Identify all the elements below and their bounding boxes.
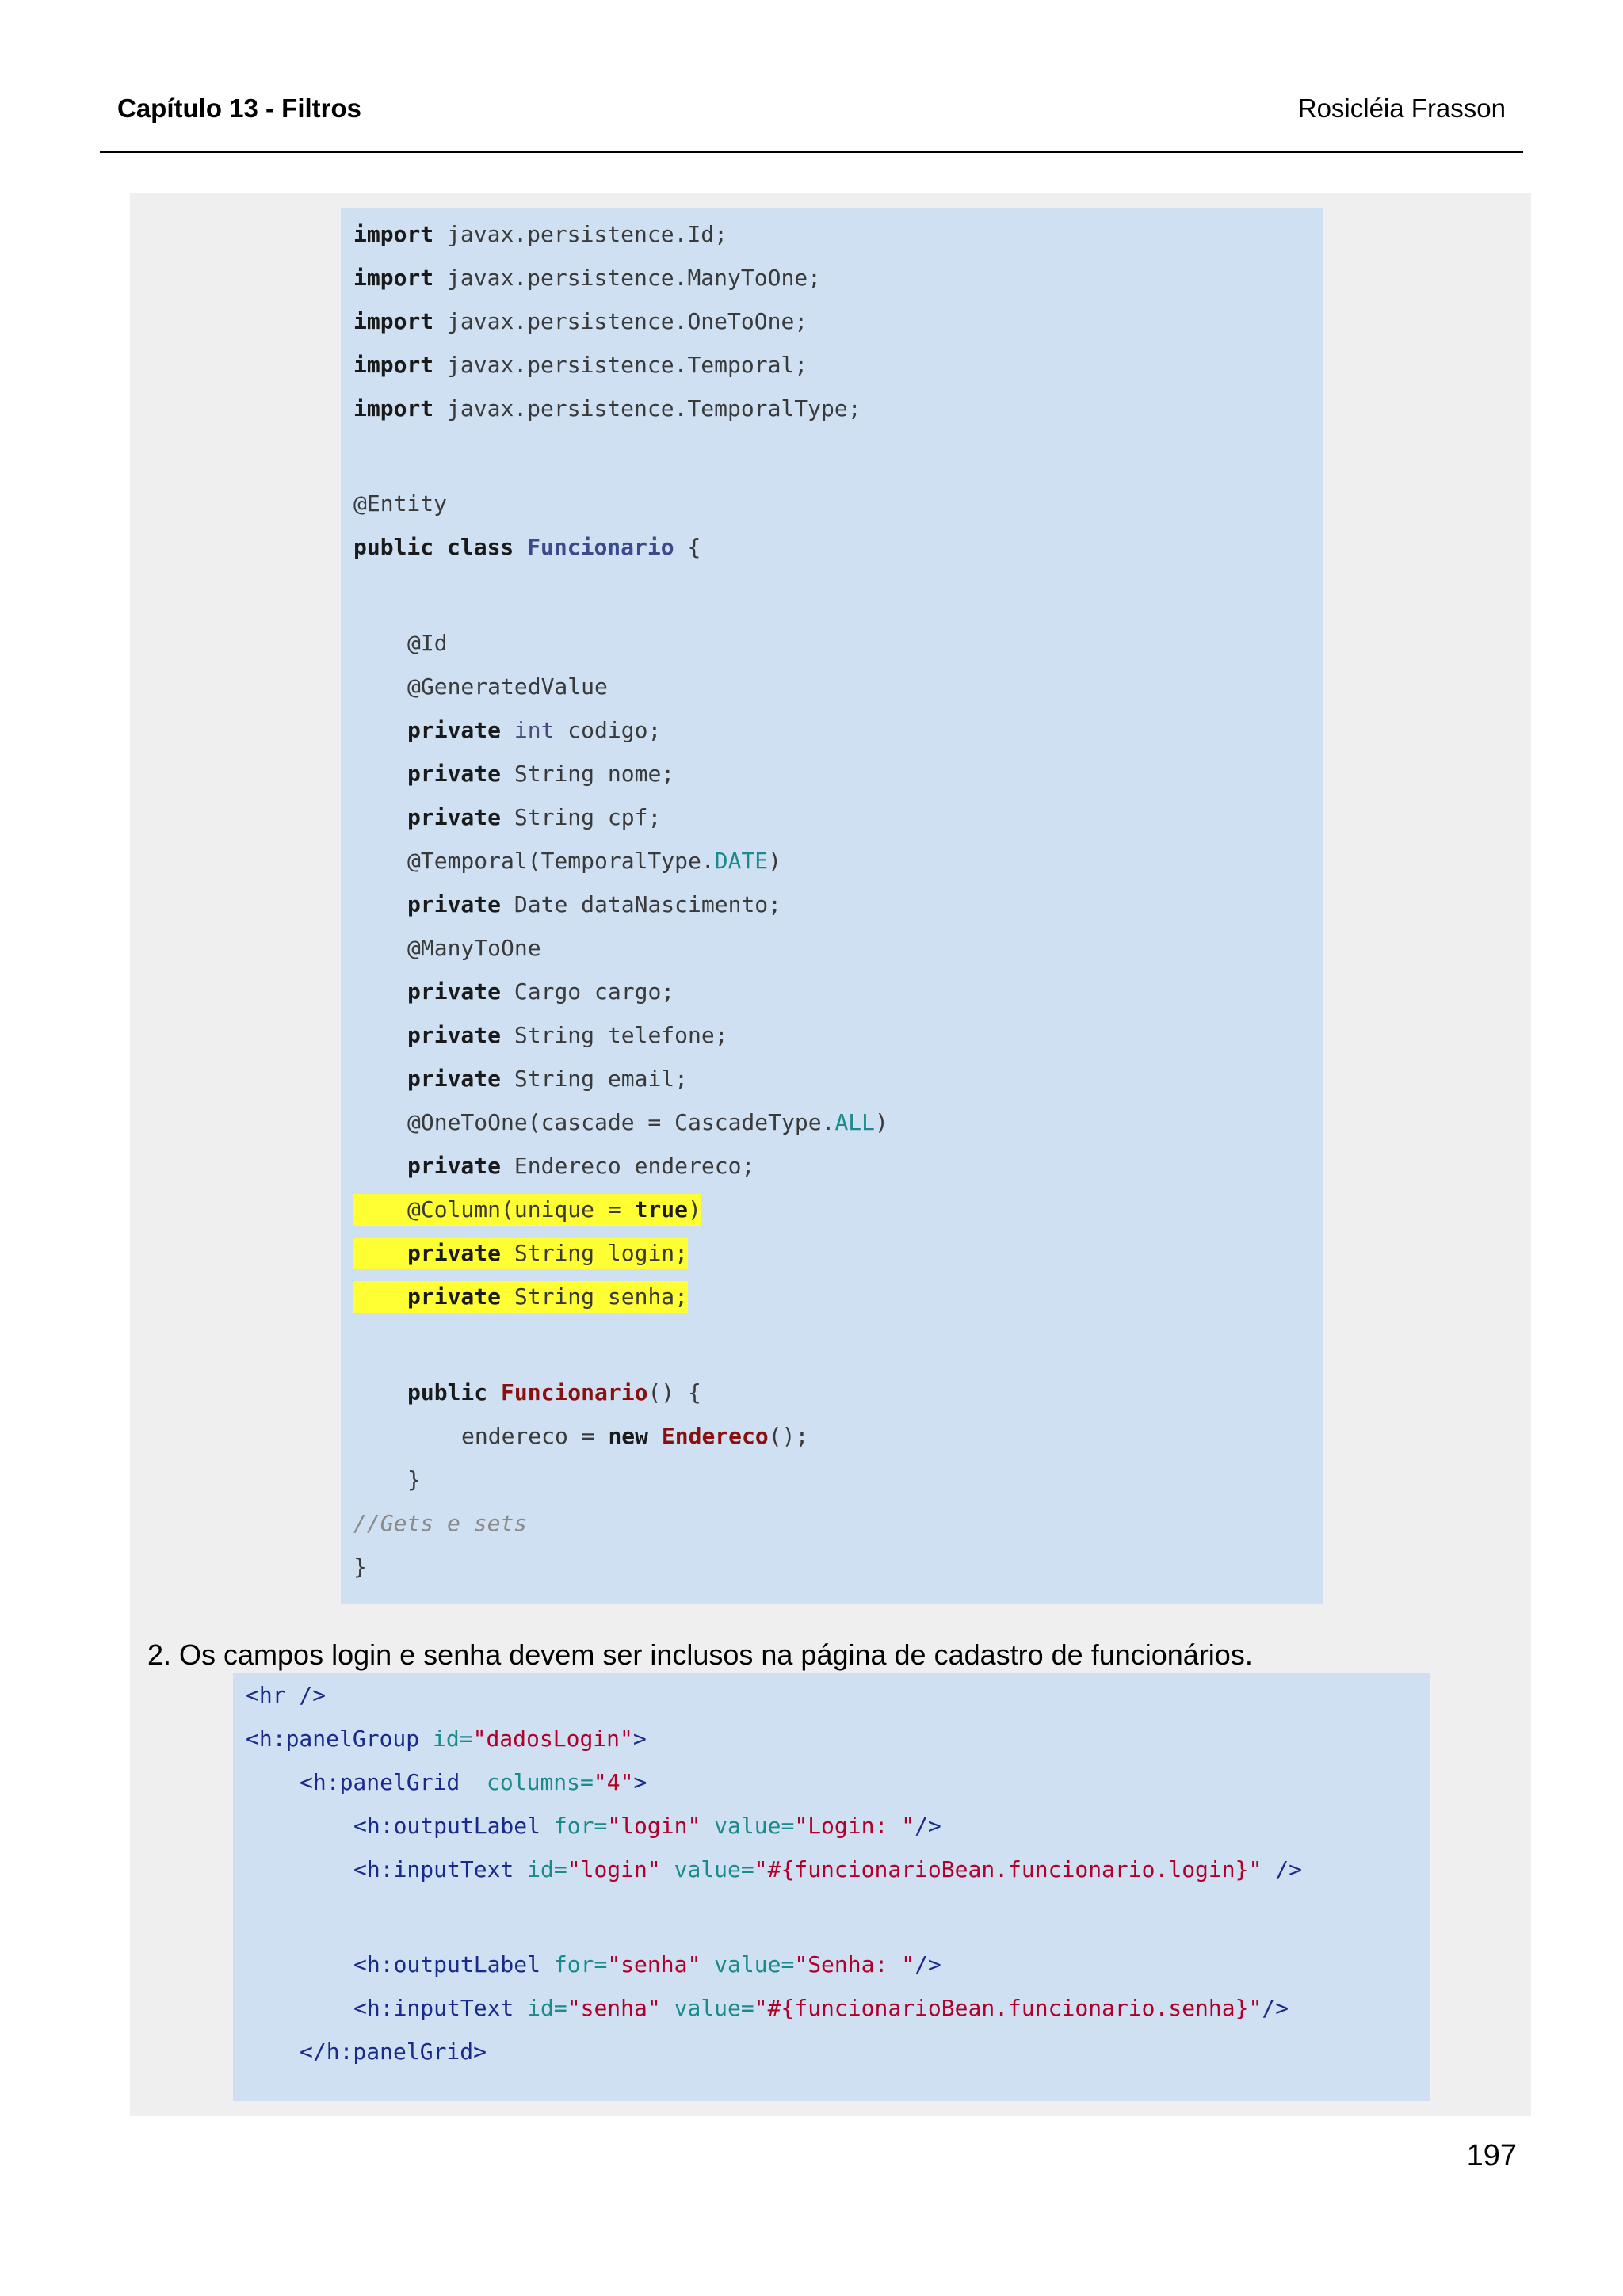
code-token: import bbox=[353, 352, 434, 378]
code-token: </h:panelGrid> bbox=[300, 2039, 487, 2065]
code-line bbox=[246, 1680, 326, 1711]
code-token: "login" bbox=[567, 1856, 661, 1882]
code-token: columns= bbox=[460, 1769, 594, 1795]
code-token: "Login: " bbox=[794, 1813, 915, 1839]
code-token: id= bbox=[514, 1856, 567, 1882]
code-line bbox=[407, 845, 781, 877]
code-token: String email; bbox=[501, 1066, 689, 1092]
code-token: (); bbox=[768, 1423, 809, 1449]
code-token: String nome; bbox=[501, 761, 675, 787]
code-token: ALL bbox=[834, 1109, 876, 1135]
code-line bbox=[407, 1377, 701, 1409]
code-token: @ManyToOne bbox=[407, 935, 541, 961]
code-line bbox=[353, 1949, 941, 1981]
code-line bbox=[407, 627, 448, 659]
code-line bbox=[407, 933, 541, 964]
code-line bbox=[353, 262, 821, 294]
code-token: "login" bbox=[607, 1813, 701, 1839]
code-line bbox=[407, 1063, 688, 1095]
code-token: value= bbox=[660, 1995, 754, 2021]
code-token: } bbox=[407, 1466, 421, 1493]
code-token: value= bbox=[701, 1951, 795, 1978]
code-token: import bbox=[353, 221, 434, 247]
chapter-title: Capítulo 13 - Filtros bbox=[117, 93, 362, 123]
code-token: ) bbox=[768, 848, 782, 874]
code-token: private bbox=[407, 1240, 502, 1266]
code-line bbox=[353, 488, 447, 520]
code-token: String senha; bbox=[501, 1283, 689, 1310]
code-token: codigo; bbox=[554, 717, 662, 743]
code-token: public bbox=[407, 1379, 502, 1405]
code-line bbox=[407, 671, 608, 703]
code-token: @Column(unique = bbox=[407, 1196, 635, 1222]
code-token: () { bbox=[647, 1379, 701, 1405]
code-token: private bbox=[407, 978, 502, 1005]
code-token: /> bbox=[1262, 1856, 1302, 1882]
code-token: endereco = bbox=[461, 1423, 609, 1449]
code-token: javax.persistence.TemporalType; bbox=[433, 395, 861, 421]
code-token: value= bbox=[701, 1813, 795, 1839]
code-token: <h:outputLabel bbox=[353, 1951, 541, 1978]
code-token: /> bbox=[915, 1951, 941, 1978]
code-token: "#{funcionarioBean.funcionario.senha}" bbox=[754, 1995, 1262, 2021]
code-token: private bbox=[407, 761, 502, 787]
code-token: > bbox=[632, 1726, 647, 1752]
code-line bbox=[353, 219, 727, 250]
code-token: private bbox=[407, 1066, 502, 1092]
code-token: } bbox=[353, 1554, 367, 1580]
code-token: id= bbox=[514, 1995, 567, 2021]
code-token: private bbox=[407, 717, 502, 743]
code-line bbox=[353, 1993, 1289, 2024]
code-token: id= bbox=[419, 1726, 473, 1752]
code-token: "4" bbox=[593, 1769, 634, 1795]
code-token: <h:inputText bbox=[353, 1995, 514, 2021]
code-token: { bbox=[674, 534, 701, 560]
code-token: String cpf; bbox=[501, 804, 662, 830]
code-token: private bbox=[407, 804, 502, 830]
code-line bbox=[353, 532, 701, 563]
highlighted-code-line bbox=[353, 1281, 688, 1313]
code-line bbox=[353, 1551, 367, 1583]
code-token: value= bbox=[660, 1856, 754, 1882]
xhtml-code-block bbox=[233, 1673, 1430, 2101]
code-line bbox=[300, 2036, 487, 2068]
code-token: Cargo cargo; bbox=[501, 978, 675, 1005]
code-token: ) bbox=[688, 1196, 701, 1222]
code-token: DATE bbox=[714, 848, 769, 874]
code-token: <h:outputLabel bbox=[353, 1813, 541, 1839]
page-number: 197 bbox=[1466, 2139, 1517, 2172]
code-token: javax.persistence.Temporal; bbox=[433, 352, 808, 378]
code-line bbox=[353, 393, 861, 425]
code-token: "senha" bbox=[567, 1995, 661, 2021]
code-token: @GeneratedValue bbox=[407, 673, 608, 700]
code-token: @OneToOne(cascade = CascadeType. bbox=[407, 1109, 835, 1135]
code-token: for= bbox=[540, 1813, 608, 1839]
code-token: <hr /> bbox=[246, 1682, 327, 1708]
code-line bbox=[407, 802, 661, 833]
code-token: "#{funcionarioBean.funcionario.login}" bbox=[754, 1856, 1262, 1882]
code-token: /> bbox=[915, 1813, 941, 1839]
code-token: <h:panelGrid bbox=[300, 1769, 460, 1795]
code-token: private bbox=[407, 1022, 502, 1048]
code-line bbox=[300, 1767, 647, 1798]
code-token: @Temporal(TemporalType. bbox=[407, 848, 715, 874]
code-line bbox=[407, 715, 661, 746]
header-divider bbox=[100, 151, 1523, 153]
code-token: Date dataNascimento; bbox=[501, 891, 782, 917]
code-comment: //Gets e sets bbox=[353, 1510, 528, 1536]
code-line bbox=[407, 1150, 754, 1182]
code-token: Endereco bbox=[661, 1423, 769, 1449]
code-token: Funcionario bbox=[527, 534, 674, 560]
code-token: String telefone; bbox=[501, 1022, 728, 1048]
code-line bbox=[353, 349, 808, 381]
code-token: javax.persistence.OneToOne; bbox=[433, 308, 808, 334]
code-token: private bbox=[407, 1153, 502, 1179]
highlighted-code-line bbox=[353, 1194, 701, 1226]
code-line bbox=[353, 1854, 1302, 1886]
code-line bbox=[353, 1508, 527, 1539]
code-token: private bbox=[407, 1283, 502, 1310]
highlighted-code-line bbox=[353, 1238, 688, 1269]
code-line bbox=[407, 1107, 888, 1138]
code-line bbox=[407, 1020, 728, 1051]
code-line bbox=[246, 1723, 647, 1755]
code-token: javax.persistence.ManyToOne; bbox=[433, 265, 822, 291]
code-token: for= bbox=[540, 1951, 608, 1978]
code-token: new bbox=[608, 1423, 662, 1449]
code-token: import bbox=[353, 265, 434, 291]
code-token: <h:inputText bbox=[353, 1856, 514, 1882]
code-line bbox=[407, 1464, 421, 1496]
code-token: @Id bbox=[407, 630, 448, 656]
code-token: String login; bbox=[501, 1240, 689, 1266]
code-token: /> bbox=[1262, 1995, 1289, 2021]
code-token: int bbox=[501, 717, 555, 743]
code-token: @Entity bbox=[353, 490, 448, 517]
code-token: > bbox=[633, 1769, 647, 1795]
code-token: Endereco endereco; bbox=[501, 1153, 755, 1179]
code-token: javax.persistence.Id; bbox=[433, 221, 728, 247]
author-name: Rosicléia Frasson bbox=[1297, 93, 1506, 123]
code-token: Funcionario bbox=[501, 1379, 648, 1405]
code-token: "dadosLogin" bbox=[472, 1726, 633, 1752]
code-token: private bbox=[407, 891, 502, 917]
instruction-paragraph: 2. Os campos login e senha devem ser inclusos na página de cadastro de funcionários. bbox=[147, 1638, 1253, 1671]
code-token: "Senha: " bbox=[794, 1951, 915, 1978]
code-token: public class bbox=[353, 534, 528, 560]
code-line bbox=[353, 1810, 941, 1842]
code-line bbox=[461, 1421, 808, 1452]
code-token: <h:panelGroup bbox=[246, 1726, 420, 1752]
code-line bbox=[407, 889, 781, 921]
code-token: true bbox=[634, 1196, 689, 1222]
code-line bbox=[353, 306, 808, 338]
code-token: "senha" bbox=[607, 1951, 701, 1978]
code-line bbox=[407, 758, 674, 790]
code-token: import bbox=[353, 308, 434, 334]
java-code-block bbox=[341, 208, 1323, 1604]
code-token: import bbox=[353, 395, 434, 421]
code-line bbox=[407, 976, 674, 1008]
code-token: ) bbox=[875, 1109, 888, 1135]
